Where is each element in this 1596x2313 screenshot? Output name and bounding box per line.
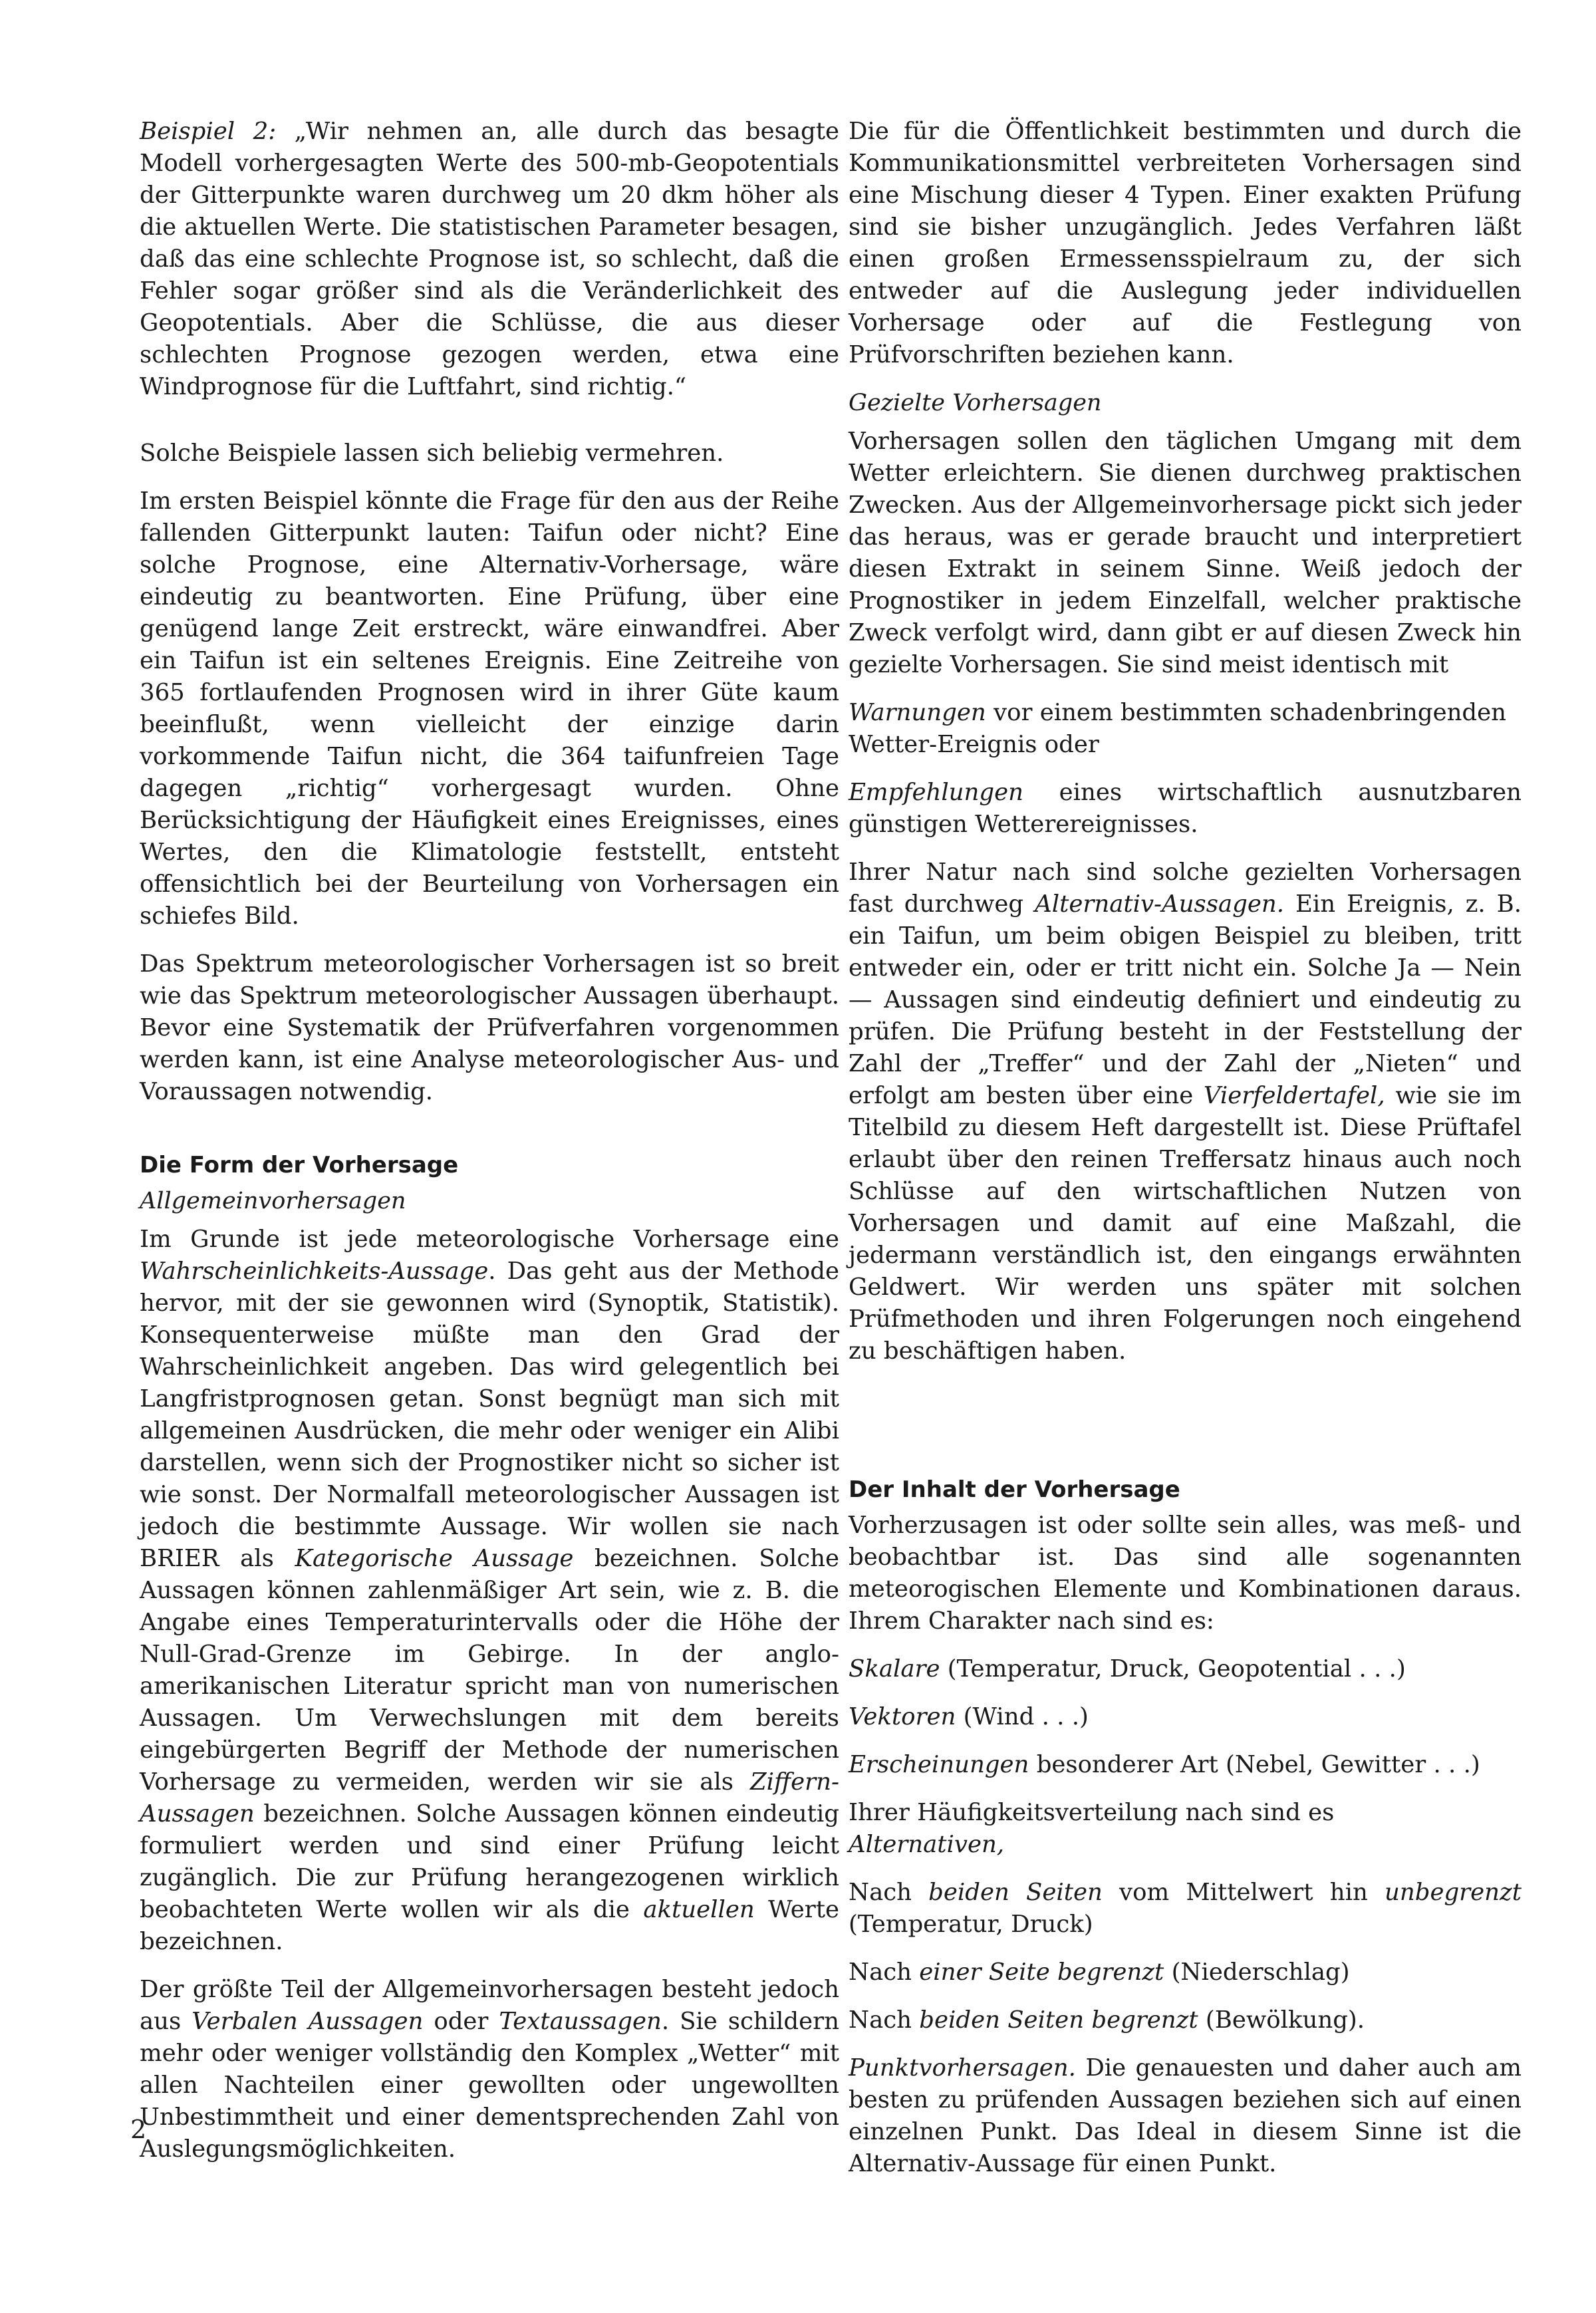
text-span: (Temperatur, Druck, Geopotential . . .) [940, 1655, 1406, 1683]
term-vektoren: Vektoren [849, 1703, 956, 1730]
text-span: vor einem bestimmten schadenbringenden Wetter-Ereignis oder [849, 699, 1507, 758]
punkt-paragraph [849, 2052, 1522, 2180]
example-2-text: „Wir nehmen an, alle durch das besagte Modell vorhergesagten Werte des 500-mb-Geopotentials der Gitterpunkte waren durchweg um 20 dkm höher als die aktuellen Werte. Die statistischen Parameter besagen, daß das eine schlechte Prognose ist, so schlecht, daß die Fehler sogar größer sind als die Veränderlichkeit des Geopotentials. Aber die Schlüsse, die aus dieser schlechten Prognose gezogen werden, etwa eine Windprognose für die Luftfahrt, sind richtig.“ [140, 118, 839, 400]
term-skalare: Skalare [849, 1655, 940, 1683]
term-vierfeldertafel: Vierfeldertafel, [1203, 1082, 1385, 1109]
vorhersagen-paragraph: Vorhersagen sollen den täglichen Umgang mit dem Wetter erleichtern. Sie dienen durchweg praktischen Zwecken. Aus der Allgemeinvorhersage pickt sich jeder das heraus, was er gerade braucht und interpretiert diesen Extrakt in seinem Sinne. Weiß jedoch der Prognostiker in jedem Einzelfall, welcher praktische Zweck verfolgt wird, dann gibt er auf diesen Zweck hin gezielte Vorhersagen. Sie sind meist identisch mit [849, 428, 1522, 678]
beiden-unbegrenzt-paragraph [849, 1877, 1522, 1941]
vorherzusagen-paragraph: Vorherzusagen ist oder sollte sein alles, was meß- und beobachtbar ist. Das sind alle sogenannten meteorogischen Elemente und Kombinationen daraus. Ihrem Charakter nach sind es: [849, 1512, 1522, 1635]
term-punktvorhersagen: Punktvorhersagen. [849, 2054, 1076, 2082]
grunde-paragraph [140, 1224, 839, 1958]
text-span: Nach [849, 1959, 920, 1986]
term-warnungen: Warnungen [849, 699, 986, 726]
text-span: oder [423, 2008, 499, 2035]
skalare-paragraph [849, 1653, 1522, 1685]
text-span: Ihrer Häufigkeitsverteilung nach sind es [849, 1799, 1335, 1826]
einer-seite-paragraph [849, 1957, 1522, 1988]
term-einer-seite: einer Seite begrenzt [919, 1959, 1164, 1986]
text-span: (Bewölkung). [1198, 2006, 1365, 2034]
text-span: (Niederschlag) [1164, 1959, 1350, 1986]
example-2-label: Beispiel 2: [140, 118, 277, 145]
subheading-gezielt: Gezielte Vorhersagen [849, 390, 1102, 416]
text-span: besonderer Art (Nebel, Gewitter . . .) [1029, 1751, 1480, 1778]
term-erscheinungen: Erscheinungen [849, 1751, 1029, 1778]
text-span: Nach [849, 1879, 929, 1906]
text-span: Ein Ereignis, z. B. ein Taifun, um beim obigen Beispiel zu bleiben, tritt entweder ein, oder er tritt nicht ein. Solche Ja — Nein — Aussagen sind eindeutig definiert und eindeutig zu prüfen. Die Prüfung besteht in der Feststellung der Zahl der „Treffer“ und der Zahl der „Nieten“ und erfolgt am besten über eine [849, 890, 1522, 1109]
page-number: 2 [130, 2115, 147, 2144]
text-span: Werte bezeichnen. [140, 1896, 839, 1955]
warnungen-paragraph [849, 697, 1522, 761]
empfehlungen-paragraph [849, 777, 1522, 841]
term-beiden-seiten-begrenzt: beiden Seiten begrenzt [919, 2006, 1198, 2034]
term-alternativen: Alternativen, [849, 1831, 1005, 1858]
right-column [849, 116, 1522, 2196]
text-span: (Temperatur, Druck) [849, 1911, 1093, 1938]
beiden-begrenzt-paragraph [849, 2004, 1522, 2036]
left-column [140, 116, 839, 2181]
text-span: . Sie schildern mehr oder weniger vollständig den Komplex „Wetter“ mit allen Nachteilen einer gewollten oder ungewollten Unbestimmtheit und einer dementsprechenden Zahl von Auslegungsmöglichkeiten. [140, 2008, 839, 2163]
term-kategorische: Kategorische Aussage [295, 1545, 574, 1572]
text-span: bezeichnen. Solche Aussagen können eindeutig formuliert werden und sind einer Prüfung leicht zugänglich. Die zur Prüfung herangezogenen wirklich beobachteten Werte wollen wir als die [140, 1800, 839, 1923]
text-span: Die genauesten und daher auch am besten zu prüfenden Aussagen beziehen sich auf einen einzelnen Punkt. Das Ideal in diesem Sinne ist die Alternativ-Aussage für einen Punkt. [849, 2054, 1522, 2177]
text-span: Der größte Teil der Allgemeinvorhersagen besteht jedoch aus [140, 1976, 839, 2035]
text-span: eines wirtschaftlich ausnutzbaren günstigen Wetterereignisses. [849, 779, 1522, 838]
groesste-paragraph [140, 1974, 839, 2165]
term-ziffern: Ziffern-Aussagen [140, 1768, 839, 1828]
term-aktuellen: aktuellen [643, 1896, 755, 1923]
text-span: Ihrer Natur nach sind solche gezielten Vorhersagen fast durchweg [849, 859, 1522, 918]
erscheinungen-paragraph [849, 1749, 1522, 1781]
term-empfehlungen: Empfehlungen [849, 779, 1023, 806]
text-span: Im Grunde ist jede meteorologische Vorhersage eine [140, 1226, 839, 1253]
term-wahrscheinlichkeits: Wahrscheinlichkeits-Aussage [140, 1258, 489, 1285]
term-alternativ-aussagen: Alternativ-Aussagen. [1035, 890, 1285, 918]
examples-paragraph: Solche Beispiele lassen sich beliebig vermehren. [140, 440, 724, 467]
term-verbale: Verbalen Aussagen [192, 2008, 424, 2035]
text-span: (Wind . . .) [956, 1703, 1089, 1730]
text-span: wie sie im Titelbild zu diesem Heft dargestellt ist. Diese Prüftafel erlaubt über den reinen Treffersatz hinaus auch noch Schlüsse auf den wirtschaftlichen Nutzen von Vorhersagen und damit auf eine Maßzahl, die jedermann verständlich ist, den eingangs erwähnten Geldwert. Wir werden uns später mit solchen Prüfmethoden und ihren Folgerungen noch eingehend zu beschäftigen haben. [849, 1082, 1522, 1365]
heading-form: Die Form der Vorhersage [140, 1152, 459, 1178]
oeffentlichkeit-paragraph: Die für die Öffentlichkeit bestimmten und durch die Kommunikationsmittel verbreiteten Vorhersagen sind eine Mischung dieser 4 Typen. Einer exakten Prüfung sind sie bisher unzugänglich. Jedes Verfahren läßt einen großen Ermessensspielraum zu, der sich entweder auf die Auslegung jeder individuellen Vorhersage oder auf die Festlegung von Prüfvorschriften beziehen kann. [849, 118, 1522, 368]
term-textaussagen: Textaussagen [499, 2008, 662, 2035]
term-beiden-seiten: beiden Seiten [928, 1879, 1103, 1906]
taifun-paragraph: Im ersten Beispiel könnte die Frage für den aus der Reihe fallenden Gitterpunkt lauten: Taifun oder nicht? Eine solche Prognose, eine Alternativ-Vorhersage, wäre eindeutig zu beantworten. Eine Prüfung, über eine genügend lange Zeit erstreckt, wäre einwandfrei. Aber ein Taifun ist ein seltenes Ereignis. Eine Zeitreihe von 365 fortlaufenden Prognosen wird in ihrer Güte kaum beeinflußt, wenn vielleicht der einzige darin vorkommende Taifun nicht, die 364 taifunfreien Tage dagegen „richtig“ vorhergesagt wurden. Ohne Berücksichtigung der Häufigkeit eines Ereignisses, eines Wertes, den die Klimatologie feststellt, entsteht offensichtlich bei der Beurteilung von Vorhersagen ein schiefes Bild. [140, 487, 839, 930]
spektrum-paragraph: Das Spektrum meteorologischer Vorhersagen ist so breit wie das Spektrum meteorologischer Aussagen überhaupt. Bevor eine Systematik der Prüfverfahren vorgenommen werden kann, ist eine Analyse meteorologischer Aus- und Voraussagen notwendig. [140, 950, 839, 1105]
vektoren-paragraph [849, 1701, 1522, 1733]
text-span: Nach [849, 2006, 920, 2034]
heading-inhalt: Der Inhalt der Vorhersage [849, 1476, 1180, 1503]
text-span: bezeichnen. Solche Aussagen können zahlenmäßiger Art sein, wie z. B. die Angabe eines Temperaturintervalls oder die Höhe der Null-Grad-Grenze im Gebirge. In der anglo-amerikanischen Literatur spricht man von numerischen Aussagen. Um Verwechslungen mit dem bereits eingebürgerten Begriff der Methode der numerischen Vorhersage zu vermeiden, werden wir sie als [140, 1545, 840, 1796]
text-span: vom Mittelwert hin [1102, 1879, 1385, 1906]
text-span: . Das geht aus der Methode hervor, mit der sie gewonnen wird (Synoptik, Statistik). Konsequenterweise müßte man den Grad der Wahrscheinlichkeit angeben. Das wird gelegentlich bei Langfristprognosen getan. Sonst begnügt man sich mit allgemeinen Ausdrücken, die mehr oder weniger ein Alibi darstellen, wenn sich der Prognostiker nicht so sicher ist wie sonst. Der Normalfall meteorologischer Aussagen ist jedoch die bestimmte Aussage. Wir wollen sie nach BRIER als [140, 1258, 839, 1572]
example-2-paragraph [140, 116, 839, 403]
subheading-allgemein: Allgemeinvorhersagen [140, 1188, 406, 1214]
haeufigkeit-paragraph [849, 1797, 1522, 1861]
natur-paragraph [849, 857, 1522, 1367]
term-unbegrenzt: unbegrenzt [1385, 1879, 1522, 1906]
